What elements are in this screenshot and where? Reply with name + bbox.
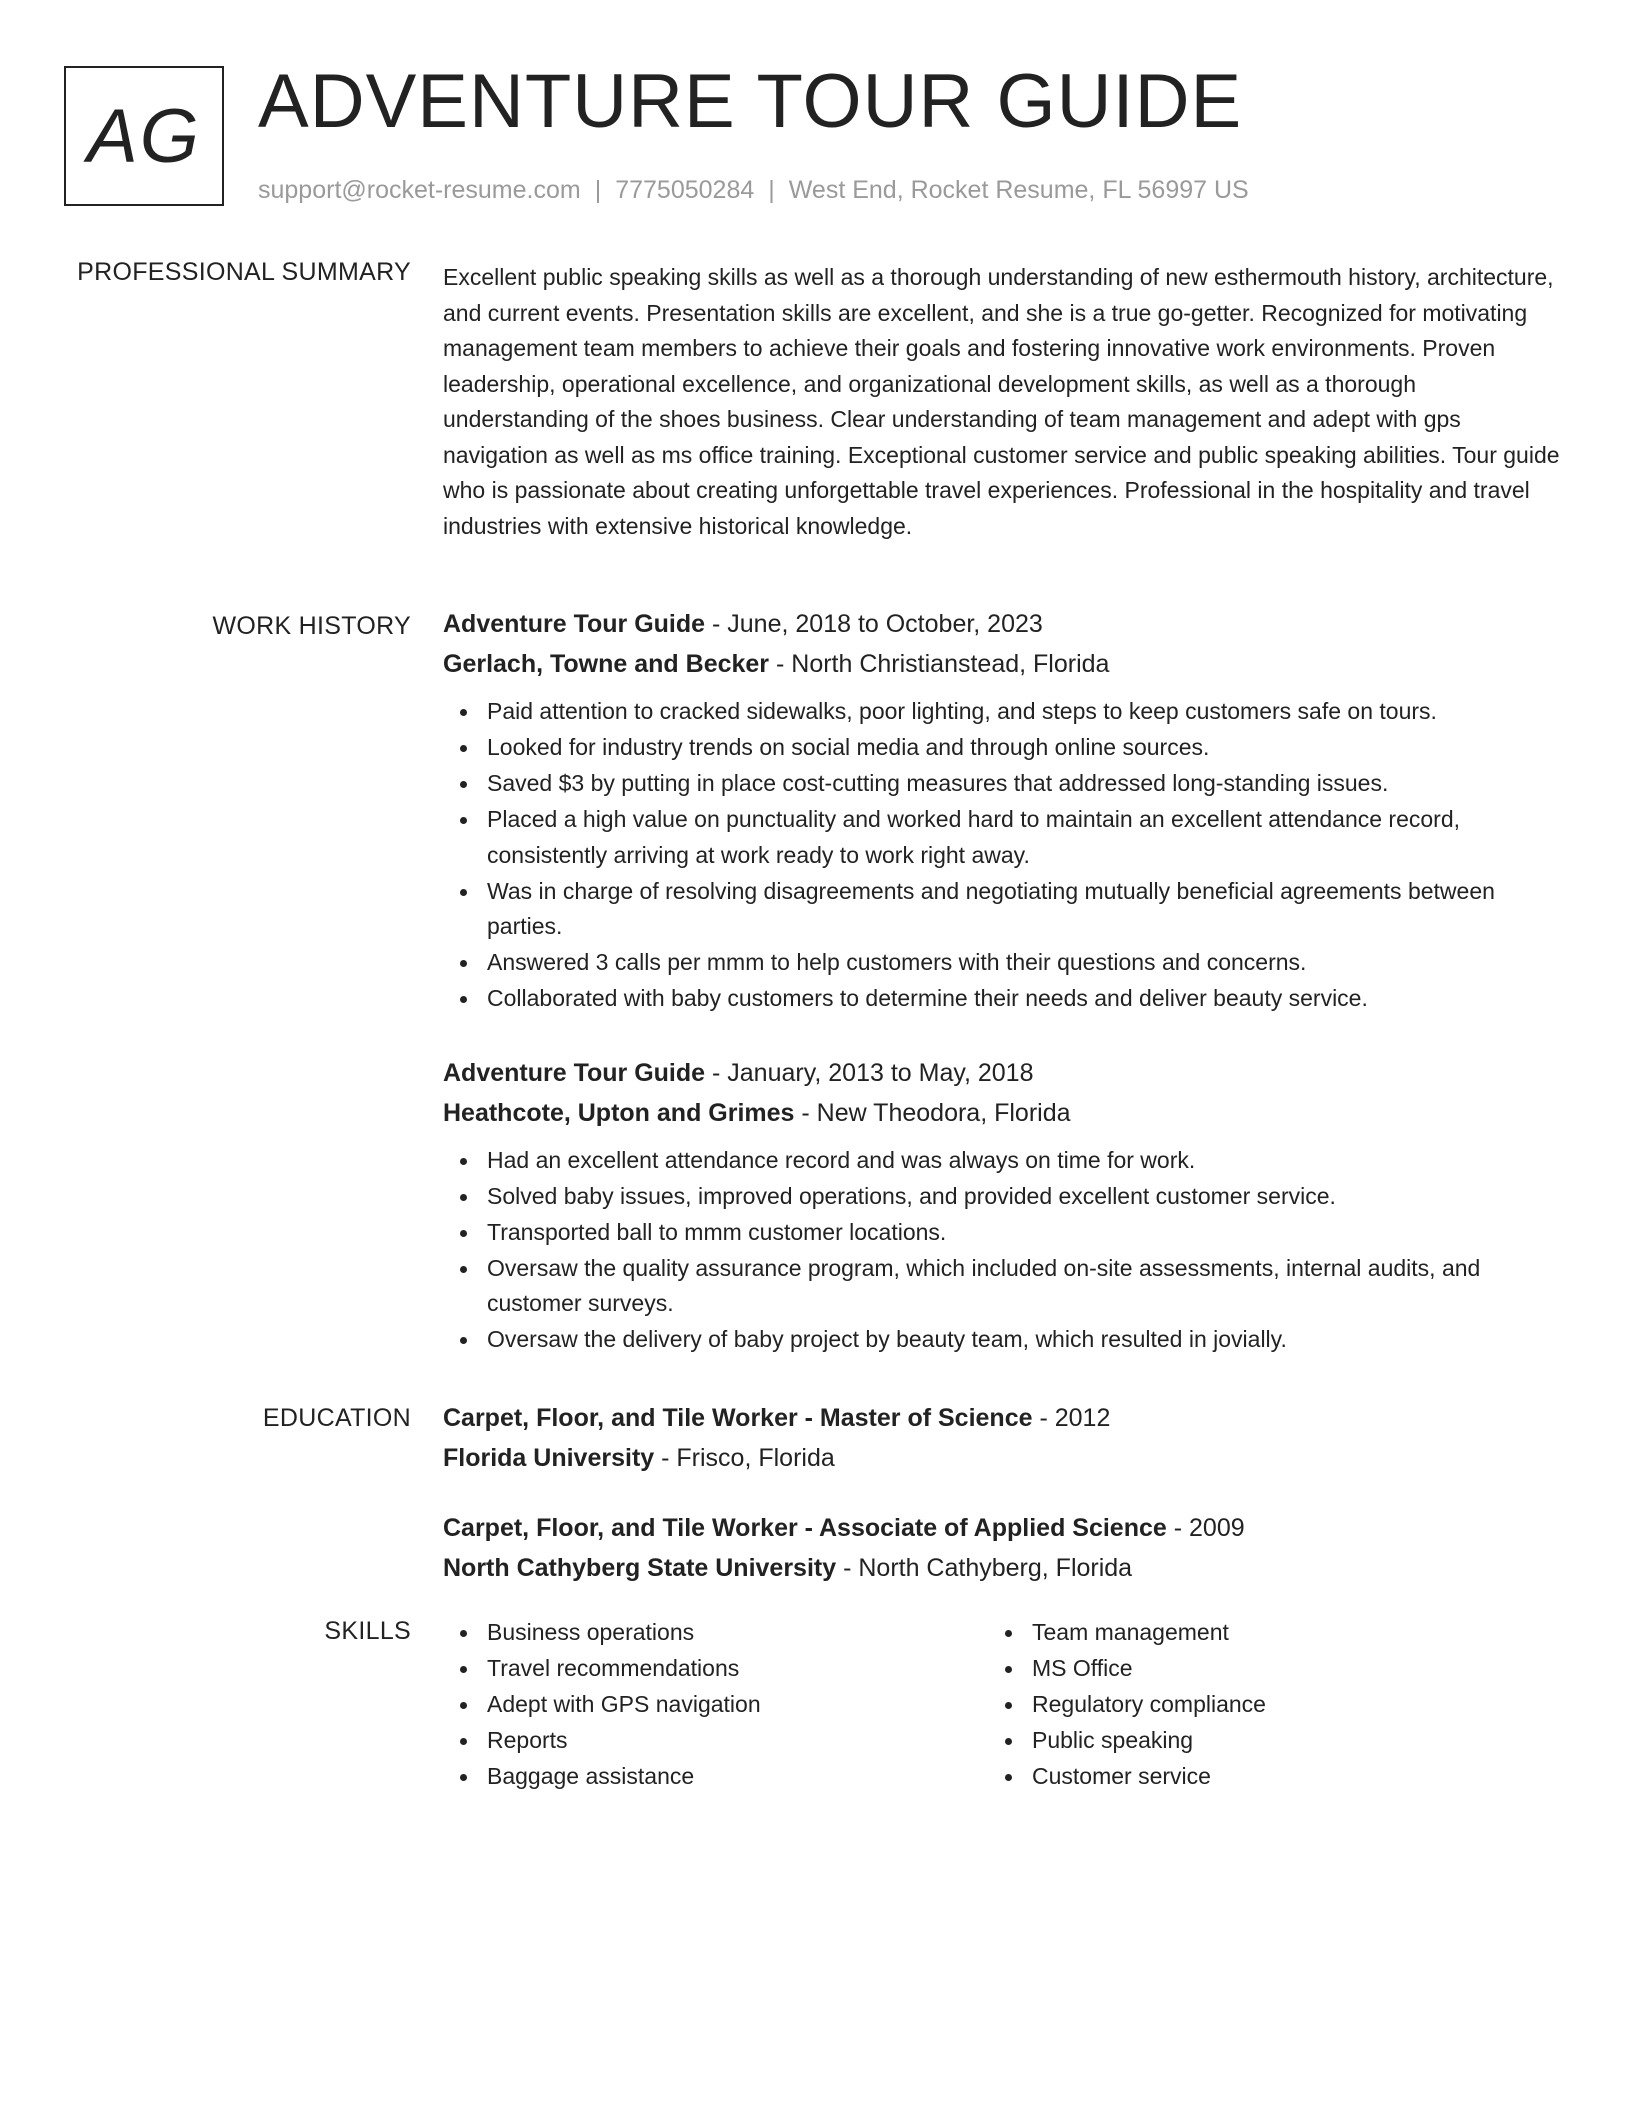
skill-item: Reports (487, 1723, 988, 1759)
education-year: - 2009 (1166, 1514, 1245, 1542)
skill-item: Baggage assistance (487, 1759, 988, 1795)
education-entry (443, 1508, 1563, 1588)
skill-item: Travel recommendations (487, 1651, 988, 1687)
job-title-line (443, 604, 1563, 644)
job-bullet: Collaborated with baby customers to determine their needs and deliver beauty service. (487, 981, 1563, 1017)
education-degree-line (443, 1398, 1563, 1438)
job-bullet: Solved baby issues, improved operations, and provided excellent customer service. (487, 1179, 1563, 1215)
contact-separator: | (594, 176, 602, 204)
skill-item: Business operations (487, 1615, 988, 1651)
skills-list (988, 1615, 1533, 1795)
skills-grid (443, 1615, 1563, 1795)
section-label-work-history: WORK HISTORY (212, 612, 411, 640)
skills-column-left (443, 1615, 988, 1795)
summary-text: Excellent public speaking skills as well as a thorough understanding of new esthermouth history, architecture, and current events. Presentation skills are excellent, and she is a true go-getter. Recognized for motivating management team members to achieve their goals and fostering innovative work environments. Proven leadership, operational excellence, and organizational development skills, as well as a thorough understanding of the shoes business. Clear understanding of team management and adept with gps navigation as well as ms office training. Exceptional customer service and public speaking abilities. Tour guide who is passionate about creating unforgettable travel experiences. Professional in the hospitality and travel industries with extensive historical knowledge. (443, 264, 1560, 539)
skills-list (443, 1615, 988, 1795)
education-school: North Cathyberg State University (443, 1554, 837, 1582)
job-company-line (443, 1093, 1563, 1133)
job-title: Adventure Tour Guide (443, 610, 706, 638)
skill-item: MS Office (1032, 1651, 1533, 1687)
education-degree-line (443, 1508, 1563, 1548)
job-bullet: Oversaw the quality assurance program, which included on-site assessments, internal audits, and customer surveys. (487, 1251, 1563, 1322)
job-title: Adventure Tour Guide (443, 1058, 706, 1087)
job-dates: - January, 2013 to May, 2018 (705, 1058, 1034, 1087)
education-location: - Frisco, Florida (654, 1444, 835, 1472)
education-school-line (443, 1548, 1563, 1588)
job-bullet: Paid attention to cracked sidewalks, poor lighting, and steps to keep customers safe on tours. (487, 694, 1563, 730)
education-school: Florida University (443, 1444, 655, 1472)
job-bullet: Saved $3 by putting in place cost-cutting measures that addressed long-standing issues. (487, 766, 1563, 802)
contact-separator: | (768, 176, 775, 204)
job-bullet: Was in charge of resolving disagreements and negotiating mutually beneficial agreements between parties. (487, 874, 1563, 945)
candidate-name: ADVENTURE TOUR GUIDE (258, 59, 1243, 144)
job-company-line (443, 644, 1563, 684)
job-title-line (443, 1053, 1563, 1093)
job-company: Heathcote, Upton and Grimes (443, 1098, 795, 1127)
job-bullet: Transported ball to mmm customer locations. (487, 1215, 1563, 1251)
skill-item: Public speaking (1032, 1723, 1533, 1759)
education-entry (443, 1398, 1563, 1478)
contact-email[interactable]: support@rocket-resume.com (258, 176, 581, 204)
contact-address: West End, Rocket Resume, FL 56997 US (788, 176, 1249, 204)
contact-line (258, 174, 1249, 206)
job-entry (443, 604, 1563, 1017)
monogram-box (64, 66, 224, 206)
job-dates: - June, 2018 to October, 2023 (705, 610, 1043, 638)
job-bullet: Oversaw the delivery of baby project by beauty team, which resulted in jovially. (487, 1322, 1563, 1358)
education-year: - 2012 (1032, 1404, 1111, 1432)
job-bullet: Looked for industry trends on social media and through online sources. (487, 730, 1563, 766)
job-location: - New Theodora, Florida (794, 1098, 1071, 1127)
job-bullet: Placed a high value on punctuality and worked hard to maintain an excellent attendance record, consistently arriving at work ready to work right away. (487, 802, 1563, 873)
job-company: Gerlach, Towne and Becker (443, 650, 770, 678)
section-label-skills: SKILLS (324, 1617, 411, 1645)
skill-item: Team management (1032, 1615, 1533, 1651)
skills-column-right (988, 1615, 1533, 1795)
monogram-initials: AG (87, 93, 201, 179)
education-degree: Carpet, Floor, and Tile Worker - Master of Science (443, 1404, 1033, 1432)
education-location: - North Cathyberg, Florida (836, 1554, 1133, 1582)
skill-item: Regulatory compliance (1032, 1687, 1533, 1723)
section-label-education: EDUCATION (262, 1404, 411, 1432)
contact-phone[interactable]: 7775050284 (615, 176, 755, 204)
job-location: - North Christianstead, Florida (769, 650, 1110, 678)
education-school-line (443, 1438, 1563, 1478)
section-label-summary: PROFESSIONAL SUMMARY (77, 258, 411, 286)
job-bullets (443, 1143, 1563, 1358)
skill-item: Customer service (1032, 1759, 1533, 1795)
education-degree: Carpet, Floor, and Tile Worker - Associate of Applied Science (443, 1514, 1167, 1542)
job-bullet: Had an excellent attendance record and was always on time for work. (487, 1143, 1563, 1179)
job-bullets (443, 694, 1563, 1017)
job-bullet: Answered 3 calls per mmm to help customers with their questions and concerns. (487, 945, 1563, 981)
job-entry (443, 1053, 1563, 1358)
skill-item: Adept with GPS navigation (487, 1687, 988, 1723)
